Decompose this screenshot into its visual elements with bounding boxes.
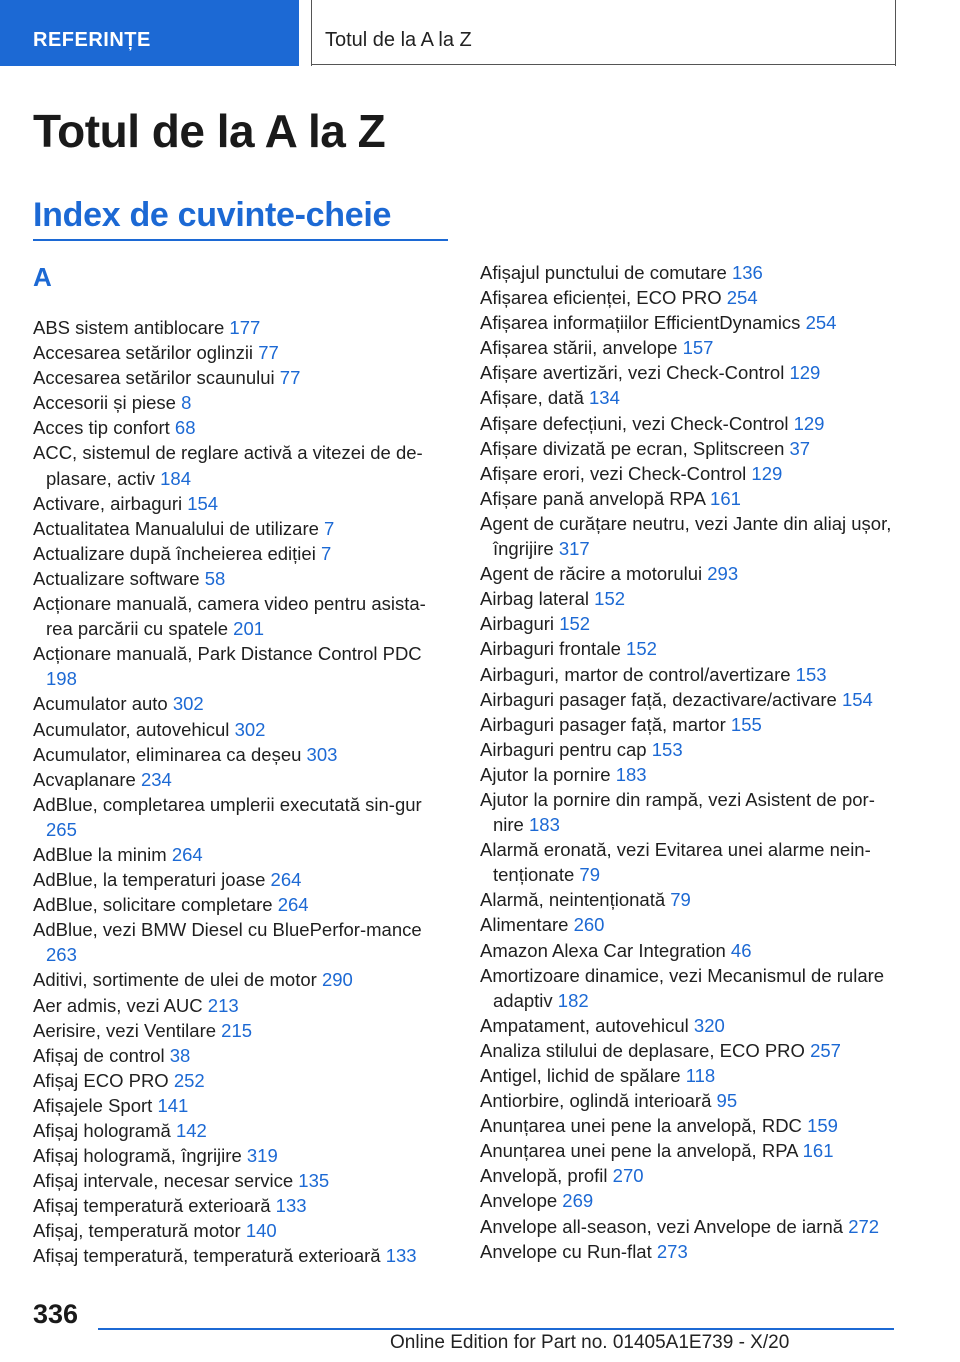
entry-page-link[interactable]: 152 bbox=[594, 588, 626, 610]
index-entry bbox=[33, 1168, 443, 1193]
entry-text: Afișaj de control bbox=[33, 1044, 165, 1066]
entry-text: ABS sistem antiblocare bbox=[33, 317, 225, 338]
entry-text: Ampatament, autovehicul bbox=[480, 1014, 689, 1036]
entry-page-link[interactable]: 38 bbox=[169, 1044, 191, 1066]
index-entry bbox=[480, 1188, 900, 1213]
entry-text: Acționare manuală, Park Distance Control PDC bbox=[33, 643, 422, 665]
index-entry bbox=[480, 1088, 900, 1113]
entry-text: Afișaj hologramă, îngrijire bbox=[33, 1145, 242, 1167]
entry-text: Afișare erori, vezi Check-Control bbox=[480, 462, 747, 484]
entry-text: Amazon Alexa Car Integration bbox=[480, 939, 726, 961]
index-entry bbox=[33, 767, 443, 792]
index-entry bbox=[480, 1113, 900, 1138]
index-entry bbox=[33, 892, 443, 917]
index-entry bbox=[33, 340, 443, 365]
entry-page-link[interactable]: 215 bbox=[221, 1019, 253, 1041]
entry-page-link[interactable]: 213 bbox=[207, 994, 239, 1016]
entry-page-link[interactable]: 141 bbox=[157, 1094, 189, 1116]
index-entry bbox=[480, 837, 900, 887]
entry-page-link[interactable]: 79 bbox=[579, 864, 600, 886]
entry-text: Anunțarea unei pene la anvelopă, RDC bbox=[480, 1115, 802, 1137]
entry-page-link[interactable]: 152 bbox=[626, 638, 657, 660]
index-entry bbox=[480, 737, 900, 762]
entry-page-link[interactable]: 302 bbox=[234, 718, 266, 740]
index-entry bbox=[480, 486, 900, 511]
index-entry bbox=[480, 712, 900, 737]
index-entry bbox=[480, 762, 900, 787]
entry-text: Aer admis, vezi AUC bbox=[33, 994, 203, 1016]
edition-note: Online Edition for Part no. 01405A1E739 - X/20 bbox=[390, 1332, 790, 1353]
index-entry bbox=[33, 1193, 443, 1218]
entry-page-link[interactable]: 184 bbox=[160, 467, 192, 489]
entry-page-link[interactable]: 270 bbox=[612, 1165, 644, 1187]
entry-text: Anvelope cu Run-flat bbox=[480, 1240, 652, 1262]
entry-text: Agent de răcire a motorului bbox=[480, 563, 703, 585]
index-entry bbox=[480, 1214, 900, 1239]
index-entry bbox=[33, 917, 443, 967]
entry-page-link[interactable]: 293 bbox=[707, 563, 739, 585]
entry-page-link[interactable]: 7 bbox=[320, 542, 332, 564]
index-entry bbox=[480, 687, 900, 712]
footer-rule bbox=[98, 1328, 894, 1330]
index-entry bbox=[480, 285, 900, 310]
entry-text: Airbag lateral bbox=[480, 588, 590, 610]
index-entry bbox=[480, 611, 900, 636]
entry-text: Afișare, dată bbox=[480, 387, 584, 409]
entry-page-link[interactable]: 140 bbox=[245, 1220, 277, 1242]
entry-text: Afișaj intervale, necesar service bbox=[33, 1170, 294, 1192]
entry-page-link[interactable]: 161 bbox=[802, 1140, 834, 1162]
entry-page-link[interactable]: 183 bbox=[615, 763, 647, 785]
entry-page-link[interactable]: 133 bbox=[275, 1195, 307, 1217]
entry-text: Aditivi, sortimente de ulei de motor bbox=[33, 969, 317, 991]
entry-text: Anunțarea unei pene la anvelopă, RPA bbox=[480, 1140, 798, 1162]
entry-text: Afișarea eficienței, ECO PRO bbox=[480, 287, 722, 309]
entry-text: Accesarea setărilor scaunului bbox=[33, 367, 275, 389]
page-header bbox=[0, 0, 960, 66]
index-entry bbox=[33, 717, 443, 742]
entry-text: Afișare avertizări, vezi Check-Control bbox=[480, 362, 785, 384]
index-entry bbox=[480, 561, 900, 586]
entry-page-link[interactable]: 58 bbox=[204, 567, 226, 589]
entry-text: Anvelopă, profil bbox=[480, 1165, 608, 1187]
index-entry bbox=[33, 641, 443, 691]
entry-text: Agent de curățare neutru, vezi Jante din aliaj ușor, îngrijire bbox=[480, 512, 892, 560]
entry-page-link[interactable]: 320 bbox=[693, 1014, 725, 1036]
entry-page-link[interactable]: 272 bbox=[848, 1215, 880, 1237]
entry-page-link[interactable]: 264 bbox=[270, 869, 302, 891]
entry-text: Amortizoare dinamice, vezi Mecanismul de rulare adaptiv bbox=[480, 964, 885, 1011]
entry-page-link[interactable]: 133 bbox=[385, 1245, 417, 1267]
entry-text: Anvelope bbox=[480, 1190, 558, 1212]
index-entry bbox=[33, 1143, 443, 1168]
index-entry bbox=[33, 315, 443, 340]
entry-page-link[interactable]: 260 bbox=[573, 914, 605, 936]
entry-text: AdBlue, vezi BMW Diesel cu BluePerfor-mance bbox=[33, 919, 422, 941]
entry-text: AdBlue, solicitare completare bbox=[33, 894, 273, 916]
index-entry bbox=[480, 1013, 900, 1038]
entry-page-link[interactable]: 77 bbox=[258, 342, 279, 364]
entry-text: Acces tip confort bbox=[33, 417, 170, 439]
entry-page-link[interactable]: 95 bbox=[716, 1090, 738, 1112]
entry-page-link[interactable]: 254 bbox=[805, 312, 837, 334]
index-entry bbox=[33, 1118, 443, 1143]
entry-text: Acvaplanare bbox=[33, 768, 136, 790]
section-title: Index de cuvinte-cheie bbox=[33, 196, 392, 234]
entry-page-link[interactable]: 182 bbox=[557, 989, 589, 1011]
entry-page-link[interactable]: 265 bbox=[46, 818, 77, 840]
entry-text: Actualitatea Manualului de utilizare bbox=[33, 517, 319, 539]
entry-page-link[interactable]: 77 bbox=[279, 367, 301, 389]
entry-text: Afișaj temperatură, temperatură exterioară bbox=[33, 1245, 381, 1267]
index-entry bbox=[33, 691, 443, 716]
index-entry bbox=[480, 511, 900, 561]
header-right-rule bbox=[895, 0, 896, 66]
entry-page-link[interactable]: 68 bbox=[174, 417, 196, 439]
entry-text: Airbaguri pasager față, martor bbox=[480, 713, 726, 735]
entry-text: Accesarea setărilor oglinzii bbox=[33, 342, 254, 364]
entry-page-link[interactable]: 264 bbox=[171, 843, 203, 865]
entry-text: Afișarea informațiilor EfficientDynamics bbox=[480, 312, 801, 334]
entry-page-link[interactable]: 134 bbox=[589, 387, 620, 409]
entry-text: Airbaguri pasager față, dezactivare/activare bbox=[480, 688, 837, 710]
entry-text: Acționare manuală, camera video pentru asista-rea parcării cu spatele bbox=[33, 593, 426, 640]
entry-text: Accesorii și piese bbox=[33, 392, 176, 414]
entry-page-link[interactable]: 257 bbox=[810, 1039, 841, 1061]
index-entry bbox=[33, 1093, 443, 1118]
index-letter: A bbox=[33, 262, 52, 292]
index-entry bbox=[480, 461, 900, 486]
index-entry bbox=[480, 1138, 900, 1163]
entry-text: Acumulator, eliminarea ca deșeu bbox=[33, 743, 302, 765]
index-entry bbox=[33, 742, 443, 767]
entry-text: Anvelope all-season, vezi Anvelope de iarnă bbox=[480, 1215, 844, 1237]
index-column-right bbox=[480, 260, 900, 1264]
entry-text: Afișaj ECO PRO bbox=[33, 1069, 169, 1091]
entry-text: Afișare divizată pe ecran, Splitscreen bbox=[480, 437, 785, 459]
index-entry bbox=[33, 365, 443, 390]
entry-page-link[interactable]: 264 bbox=[277, 894, 309, 916]
entry-text: Airbaguri pentru cap bbox=[480, 738, 647, 760]
index-entry bbox=[480, 360, 900, 385]
index-entry bbox=[33, 1218, 443, 1243]
index-column-left bbox=[33, 315, 443, 1269]
index-entry bbox=[480, 1038, 900, 1063]
index-entry bbox=[33, 566, 443, 591]
entry-text: Afișare pană anvelopă RPA bbox=[480, 487, 705, 509]
entry-page-link[interactable]: 153 bbox=[651, 738, 683, 760]
index-entry bbox=[480, 335, 900, 360]
entry-page-link[interactable]: 129 bbox=[751, 462, 783, 484]
index-entry bbox=[33, 1068, 443, 1093]
index-entry bbox=[480, 662, 900, 687]
index-entry bbox=[33, 1018, 443, 1043]
section-tab: REFERINȚE bbox=[0, 0, 299, 66]
index-entry bbox=[33, 390, 443, 415]
entry-page-link[interactable]: 7 bbox=[324, 517, 335, 539]
entry-page-link[interactable]: 152 bbox=[559, 613, 591, 635]
entry-page-link[interactable]: 254 bbox=[726, 287, 758, 309]
entry-text: Airbaguri bbox=[480, 613, 555, 635]
index-entry bbox=[33, 516, 443, 541]
entry-page-link[interactable]: 79 bbox=[670, 889, 691, 911]
index-entry bbox=[33, 1243, 443, 1268]
entry-page-link[interactable]: 136 bbox=[731, 262, 763, 283]
entry-page-link[interactable]: 198 bbox=[46, 668, 77, 690]
index-entry bbox=[33, 967, 443, 992]
index-entry bbox=[480, 436, 900, 461]
entry-text: AdBlue la minim bbox=[33, 843, 167, 865]
entry-page-link[interactable]: 290 bbox=[321, 969, 353, 991]
entry-text: Airbaguri frontale bbox=[480, 638, 621, 660]
index-entry bbox=[480, 787, 900, 837]
entry-text: Analiza stilului de deplasare, ECO PRO bbox=[480, 1039, 805, 1061]
entry-page-link[interactable]: 129 bbox=[789, 362, 821, 384]
entry-page-link[interactable]: 46 bbox=[730, 939, 752, 961]
entry-page-link[interactable]: 157 bbox=[682, 337, 714, 359]
entry-text: ACC, sistemul de reglare activă a vitezei de de-plasare, activ bbox=[33, 442, 423, 489]
entry-page-link[interactable]: 118 bbox=[685, 1065, 716, 1086]
entry-text: Afișajul punctului de comutare bbox=[480, 262, 727, 283]
index-entry bbox=[480, 636, 900, 661]
index-entry bbox=[480, 1239, 900, 1264]
entry-page-link[interactable]: 273 bbox=[656, 1240, 688, 1262]
entry-page-link[interactable]: 159 bbox=[807, 1115, 838, 1137]
page-title: Totul de la A la Z bbox=[33, 105, 386, 157]
index-entry bbox=[33, 541, 443, 566]
header-bottom-rule bbox=[311, 64, 896, 65]
index-entry bbox=[480, 310, 900, 335]
entry-text: Actualizare software bbox=[33, 567, 200, 589]
header-divider bbox=[311, 0, 312, 66]
entry-page-link[interactable]: 201 bbox=[233, 618, 265, 640]
entry-page-link[interactable]: 177 bbox=[229, 317, 261, 338]
index-entry bbox=[33, 1043, 443, 1068]
index-entry bbox=[33, 792, 443, 842]
entry-text: Antiorbire, oglindă interioară bbox=[480, 1090, 712, 1112]
entry-text: Afișaj, temperatură motor bbox=[33, 1220, 241, 1242]
entry-page-link[interactable]: 154 bbox=[841, 688, 873, 710]
index-entry bbox=[480, 586, 900, 611]
entry-page-link[interactable]: 302 bbox=[172, 693, 204, 715]
entry-page-link[interactable]: 155 bbox=[730, 713, 762, 735]
entry-text: Afișaj temperatură exterioară bbox=[33, 1195, 271, 1217]
entry-page-link[interactable]: 161 bbox=[710, 487, 741, 509]
entry-page-link[interactable]: 252 bbox=[173, 1069, 205, 1091]
index-entry bbox=[33, 867, 443, 892]
index-entry bbox=[33, 415, 443, 440]
entry-text: Afișare defecțiuni, vezi Check-Control bbox=[480, 412, 789, 434]
entry-page-link[interactable]: 8 bbox=[181, 392, 192, 414]
index-entry bbox=[33, 591, 443, 641]
entry-page-link[interactable]: 129 bbox=[793, 412, 825, 434]
entry-text: Afișarea stării, anvelope bbox=[480, 337, 678, 359]
entry-page-link[interactable]: 269 bbox=[562, 1190, 594, 1212]
entry-text: Alarmă, neintenționată bbox=[480, 889, 666, 911]
index-entry bbox=[480, 260, 900, 285]
index-entry bbox=[480, 938, 900, 963]
entry-text: Actualizare după încheierea ediției bbox=[33, 542, 316, 564]
index-entry bbox=[33, 842, 443, 867]
index-entry bbox=[33, 440, 443, 490]
index-entry bbox=[480, 1163, 900, 1188]
entry-page-link[interactable]: 303 bbox=[306, 743, 338, 765]
entry-page-link[interactable]: 153 bbox=[795, 663, 827, 685]
entry-text: AdBlue, completarea umplerii executată sin-gur bbox=[33, 793, 422, 815]
index-entry bbox=[480, 887, 900, 912]
index-entry bbox=[33, 491, 443, 516]
entry-text: Ajutor la pornire bbox=[480, 763, 611, 785]
index-entry bbox=[480, 1063, 900, 1088]
section-rule bbox=[33, 239, 448, 241]
chapter-title: Totul de la A la Z bbox=[325, 29, 472, 51]
entry-text: Afișajele Sport bbox=[33, 1094, 153, 1116]
index-entry bbox=[480, 385, 900, 410]
index-entry bbox=[33, 993, 443, 1018]
entry-text: Airbaguri, martor de control/avertizare bbox=[480, 663, 791, 685]
entry-text: Alarmă eronată, vezi Evitarea unei alarme nein-tenționate bbox=[480, 839, 871, 886]
entry-page-link[interactable]: 317 bbox=[558, 538, 590, 560]
entry-text: Alimentare bbox=[480, 914, 569, 936]
entry-text: Activare, airbaguri bbox=[33, 492, 183, 514]
page-number: 336 bbox=[33, 1299, 79, 1329]
entry-page-link[interactable]: 142 bbox=[175, 1120, 207, 1141]
entry-page-link[interactable]: 234 bbox=[140, 768, 172, 790]
entry-page-link[interactable]: 263 bbox=[46, 944, 77, 966]
entry-text: Acumulator auto bbox=[33, 693, 168, 715]
entry-text: Aerisire, vezi Ventilare bbox=[33, 1019, 217, 1041]
entry-text: Ajutor la pornire din rampă, vezi Asistent de por-nire bbox=[480, 788, 875, 836]
index-entry bbox=[480, 912, 900, 937]
entry-text: Acumulator, autovehicul bbox=[33, 718, 230, 740]
index-entry bbox=[480, 411, 900, 436]
index-entry bbox=[480, 963, 900, 1013]
entry-text: Afișaj hologramă bbox=[33, 1120, 171, 1141]
entry-page-link[interactable]: 135 bbox=[298, 1170, 330, 1192]
entry-page-link[interactable]: 37 bbox=[789, 437, 811, 459]
entry-page-link[interactable]: 319 bbox=[246, 1145, 278, 1167]
entry-page-link[interactable]: 154 bbox=[187, 492, 219, 514]
entry-page-link[interactable]: 183 bbox=[529, 814, 560, 836]
entry-text: AdBlue, la temperaturi joase bbox=[33, 869, 266, 891]
entry-text: Antigel, lichid de spălare bbox=[480, 1065, 681, 1086]
